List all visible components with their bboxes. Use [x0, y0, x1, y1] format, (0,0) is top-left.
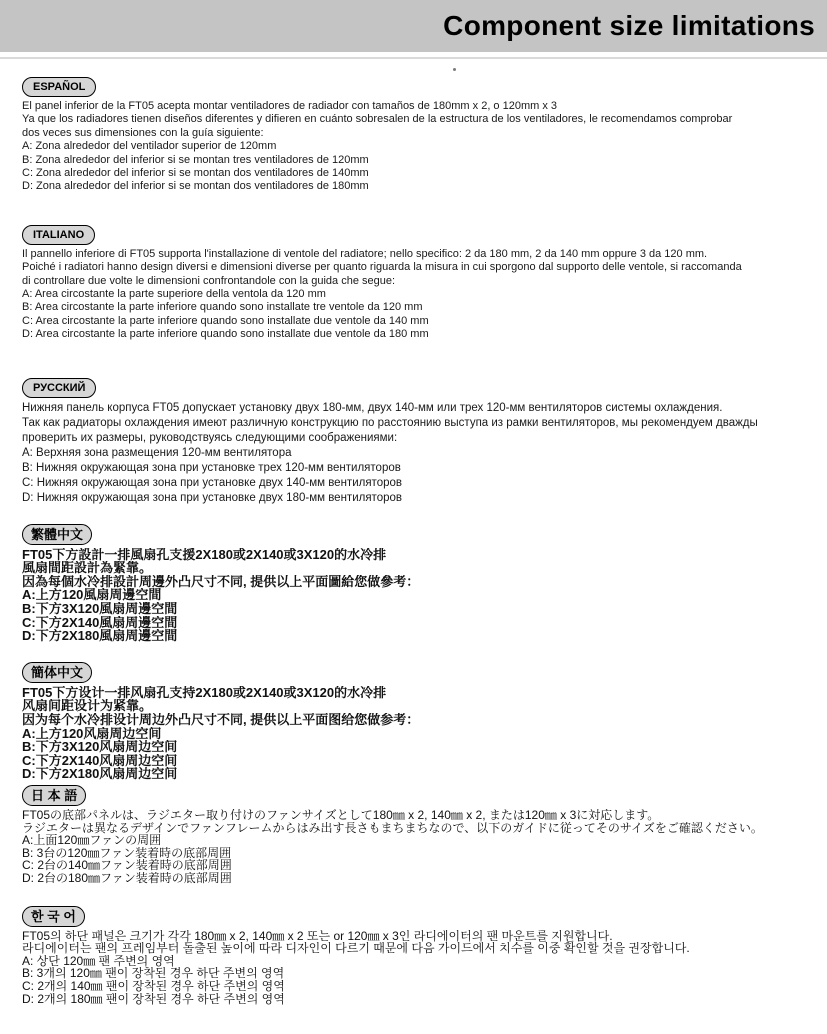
text-line: 因為每個水冷排設計周邊外凸尺寸不同, 提供以上平面圖給您做參考： — [22, 574, 420, 589]
section-text — [22, 548, 819, 643]
text-line: ラジエターは異なるデザインでファンフレームからはみ出す長さもまちまちなので、以下のガイドに従ってそのサイズをご確認ください。 — [22, 821, 763, 835]
section-russian — [22, 378, 819, 506]
text-line: 因为每个水冷排设计周边外凸尺寸不同, 提供以上平面图给您做参考： — [22, 713, 420, 727]
language-badge-traditional-chinese: 繁體中文 — [22, 524, 92, 545]
text-line: di controllare due volte le dimensioni confrontandole con la guida che segue: — [22, 274, 396, 287]
guide-line-d: D: Zona alrededor del inferior si se montan dos ventiladores de 180mm — [22, 180, 369, 193]
section-japanese — [22, 785, 819, 885]
guide-line-c: C: Zona alrededor del inferior si se montan dos ventiladores de 140mm — [22, 167, 369, 180]
guide-line-d: D:下方2X180风扇周边空间 — [22, 767, 178, 781]
section-text — [22, 930, 819, 1006]
guide-line-b: B:下方3X120風扇周邊空間 — [22, 602, 178, 616]
guide-line-a: A: Area circostante la parte superiore della ventola da 120 mm — [22, 288, 326, 301]
text-line: 风扇间距设计为紧靠。 — [22, 699, 153, 714]
section-simplified-chinese — [22, 662, 819, 781]
guide-line-b: B: 3台の120㎜ファン装着時の底部周囲 — [22, 846, 232, 860]
guide-line-b: B:下方3X120风扇周边空间 — [22, 740, 178, 754]
page-title: Component size limitations — [443, 10, 815, 41]
text-line: FT05下方设计一排风扇孔支持2X180或2X140或3X120的水冷排 — [22, 685, 387, 700]
language-badge-korean: 한 국 어 — [22, 906, 85, 927]
guide-line-b: B: Area circostante la parte inferiore quando sono installate tre ventole da 120 mm — [22, 301, 423, 314]
guide-line-a: A: Zona alrededor del ventilador superior de 120mm — [22, 140, 277, 153]
guide-line-d: D:下方2X180風扇周邊空間 — [22, 629, 178, 643]
guide-line-a: A:上方120風扇周邊空間 — [22, 588, 162, 603]
text-line: проверить их размеры, руководствуясь следующими соображениями: — [22, 431, 398, 444]
guide-line-d: D: Нижняя окружающая зона при установке двух 180-мм вентиляторов — [22, 491, 402, 504]
guide-line-d: D: Area circostante la parte inferiore quando sono installate due ventole da 180 mm — [22, 328, 429, 341]
guide-line-b: B: Нижняя окружающая зона при установке трех 120-мм вентиляторов — [22, 461, 401, 474]
section-text — [22, 401, 819, 506]
guide-line-b: B: Zona alrededor del inferior si se montan tres ventiladores de 120mm — [22, 153, 369, 166]
section-espanol — [22, 77, 819, 194]
language-badge-russian: РУССКИЙ — [22, 378, 96, 398]
text-line: FT05의 하단 패널은 크기가 각각 180㎜ x 2, 140㎜ x 2 또는 or 120㎜ x 3인 라디에이터의 팬 마운트를 지원합니다. — [22, 929, 613, 943]
section-korean — [22, 906, 819, 1006]
language-badge-espanol: ESPAÑOL — [22, 77, 96, 97]
text-line: Так как радиаторы охлаждения имеют различную конструкцию по расстоянию выступа из рамки вентиляторов, мы рекомендуем дважды — [22, 416, 758, 429]
language-badge-italiano: ITALIANO — [22, 225, 95, 245]
section-text — [22, 686, 819, 781]
text-line: FT05の底部パネルは、ラジエター取り付けのファンサイズとして180㎜ x 2, 140㎜ x 2, または120㎜ x 3に対応します。 — [22, 809, 660, 822]
content — [0, 77, 827, 1005]
language-badge-japanese: 日 本 語 — [22, 785, 86, 806]
section-italiano — [22, 225, 819, 342]
text-line: dos veces sus dimensiones con la guía siguiente: — [22, 126, 264, 139]
header-divider — [0, 57, 827, 59]
text-line: Ya que los radiadores tienen diseños diferentes y difieren en cuánto sobresalen de la estructura de los ventiladores, le recomendamos comprobar — [22, 113, 733, 126]
guide-line-a: A: 상단 120㎜ 팬 주변의 영역 — [22, 954, 175, 968]
guide-line-a: A:上面120㎜ファンの周囲 — [22, 834, 162, 847]
guide-line-a: A: Верхняя зона размещения 120-мм вентилятора — [22, 446, 292, 459]
guide-line-d: D: 2개의 180㎜ 팬이 장착된 경우 하단 주변의 영역 — [22, 992, 285, 1006]
guide-line-c: C:下方2X140風扇周邊空間 — [22, 615, 178, 630]
text-line: Нижняя панель корпуса FT05 допускает установку двух 180-мм, двух 140-мм или трех 120-мм вентиляторов системы охлаждения. — [22, 401, 723, 414]
guide-line-c: C: 2台の140㎜ファン装着時の底部周囲 — [22, 859, 232, 872]
guide-line-d: D: 2台の180㎜ファン装着時の底部周囲 — [22, 871, 232, 885]
section-text — [22, 248, 819, 342]
text-line: El panel inferior de la FT05 acepta montar ventiladores de radiador con tamaños de 180mm x 2, o 120mm x 3 — [22, 100, 558, 112]
page-header — [0, 0, 827, 52]
guide-line-c: C: Нижняя окружающая зона при установке двух 140-мм вентиляторов — [22, 476, 402, 489]
section-traditional-chinese — [22, 524, 819, 643]
guide-line-c: C: 2개의 140㎜ 팬이 장착된 경우 하단 주변의 영역 — [22, 979, 285, 993]
section-text — [22, 809, 819, 885]
guide-line-c: C:下方2X140风扇周边空间 — [22, 753, 178, 768]
text-line: Il pannello inferiore di FT05 supporta l'installazione di ventole del radiatore; nello specifico: 2 da 180 mm, 2 da 140 mm oppure 3 da 120 mm. — [22, 247, 708, 260]
text-line: Poiché i radiatori hanno design diversi e dimensioni diverse per quanto riguarda la misura in cui sporgono dal supporto delle ventole, si raccomanda — [22, 261, 742, 274]
guide-line-b: B: 3개의 120㎜ 팬이 장착된 경우 하단 주변의 영역 — [22, 967, 285, 980]
text-line: FT05下方設計一排風扇孔支援2X180或2X140或3X120的水冷排 — [22, 547, 387, 562]
text-line: 라디에이터는 팬의 프레임부터 돌출된 높이에 따라 디자인이 다르기 때문에 다음 가이드에서 치수를 이중 확인할 것을 권장합니다. — [22, 942, 690, 955]
text-line: 風扇間距設計為緊靠。 — [22, 561, 153, 575]
section-text — [22, 100, 819, 194]
guide-line-a: A:上方120风扇周边空间 — [22, 726, 162, 741]
language-badge-simplified-chinese: 簡体中文 — [22, 662, 92, 683]
guide-line-c: C: Area circostante la parte inferiore quando sono installate due ventole da 140 mm — [22, 314, 429, 327]
scan-artifact-dot — [453, 68, 456, 71]
